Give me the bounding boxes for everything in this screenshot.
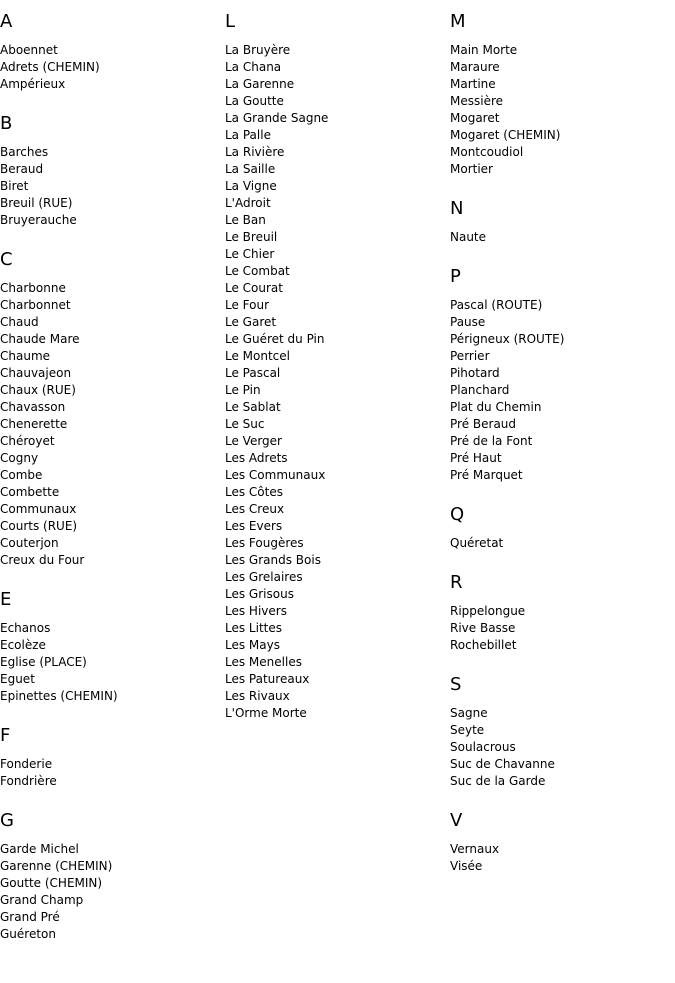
place-list: [450, 705, 670, 790]
place-name: Pré Marquet: [450, 468, 523, 482]
place-name: Le Four: [225, 298, 270, 312]
index-column-1: [0, 12, 220, 943]
place-name: Naute: [450, 230, 487, 244]
letter-group: [0, 250, 220, 569]
place-name: Les Menelles: [225, 655, 302, 669]
place-name: Charbonne: [0, 281, 66, 295]
place-name: Le Breuil: [225, 230, 278, 244]
place-name: Fonderie: [0, 757, 53, 771]
place-name: Eguet: [0, 672, 35, 686]
place-name: Montcoudiol: [450, 145, 524, 159]
letter-group: [225, 12, 445, 722]
place-name: Pré Beraud: [450, 417, 517, 431]
place-name: Barches: [0, 145, 49, 159]
place-name: Guéreton: [0, 927, 56, 941]
place-name: Visée: [450, 859, 483, 873]
place-name: Fondrière: [0, 774, 57, 788]
place-name: Chaume: [0, 349, 51, 363]
place-name: Planchard: [450, 383, 510, 397]
place-name: La Chana: [225, 60, 282, 74]
letter-group: [0, 726, 220, 790]
place-name: Le Ban: [225, 213, 266, 227]
place-name: Le Sablat: [225, 400, 281, 414]
place-name: Le Pascal: [225, 366, 281, 380]
letter-heading: N: [450, 198, 464, 219]
place-name: Seyte: [450, 723, 485, 737]
place-name: Le Combat: [225, 264, 290, 278]
letter-group: [450, 12, 670, 178]
place-name: Le Pin: [225, 383, 261, 397]
place-name: Adrets (CHEMIN): [0, 60, 100, 74]
letter-group: [450, 199, 670, 246]
place-name: Vernaux: [450, 842, 500, 856]
place-list: [0, 620, 220, 705]
place-name: Chaux (RUE): [0, 383, 76, 397]
place-list: [225, 42, 445, 722]
place-name: Bruyerauche: [0, 213, 77, 227]
place-name: Les Littes: [225, 621, 282, 635]
letter-group: [450, 811, 670, 875]
place-name: Le Chier: [225, 247, 275, 261]
place-list: [0, 144, 220, 229]
letter-group: [0, 590, 220, 705]
place-list: [450, 229, 670, 246]
place-list: [450, 42, 670, 178]
place-name: Périgneux (ROUTE): [450, 332, 565, 346]
letter-heading: B: [0, 113, 13, 134]
place-name: Breuil (RUE): [0, 196, 73, 210]
place-name: Ampérieux: [0, 77, 66, 91]
letter-heading: R: [450, 572, 463, 593]
place-name: Rive Basse: [450, 621, 516, 635]
place-name: La Saille: [225, 162, 276, 176]
place-name: Chaude Mare: [0, 332, 80, 346]
place-name: Les Grisous: [225, 587, 294, 601]
place-name: Courts (RUE): [0, 519, 78, 533]
place-list: [450, 603, 670, 654]
letter-heading: M: [450, 11, 466, 32]
place-name: La Vigne: [225, 179, 277, 193]
place-name: Sagne: [450, 706, 488, 720]
letter-group: [0, 811, 220, 943]
place-name: Pihotard: [450, 366, 500, 380]
place-list: [450, 297, 670, 484]
letter-heading: S: [450, 674, 462, 695]
place-name: Garde Michel: [0, 842, 79, 856]
place-name: Soulacrous: [450, 740, 516, 754]
place-name: Couterjon: [0, 536, 59, 550]
place-name: Mogaret (CHEMIN): [450, 128, 561, 142]
place-name: Combe: [0, 468, 43, 482]
place-list: [450, 841, 670, 875]
place-name: Les Creux: [225, 502, 285, 516]
place-name: Perrier: [450, 349, 490, 363]
place-name: Les Grands Bois: [225, 553, 321, 567]
place-name: Les Patureaux: [225, 672, 310, 686]
place-name: Rochebillet: [450, 638, 517, 652]
place-name: Biret: [0, 179, 29, 193]
letter-heading: E: [0, 589, 12, 610]
place-name: Grand Pré: [0, 910, 60, 924]
place-name: Maraure: [450, 60, 500, 74]
place-name: Communaux: [0, 502, 77, 516]
place-name: Le Verger: [225, 434, 282, 448]
place-name: Les Grelaires: [225, 570, 303, 584]
place-name: Goutte (CHEMIN): [0, 876, 103, 890]
place-name: Cogny: [0, 451, 39, 465]
place-name: L'Adroit: [225, 196, 271, 210]
place-name: Echanos: [0, 621, 51, 635]
index-column-3: [450, 12, 670, 875]
place-name: Le Guéret du Pin: [225, 332, 325, 346]
place-name: L'Orme Morte: [225, 706, 307, 720]
place-name: Les Adrets: [225, 451, 288, 465]
place-name: Eglise (PLACE): [0, 655, 87, 669]
letter-heading: A: [0, 11, 13, 32]
place-name: Les Mays: [225, 638, 280, 652]
place-name: Pré de la Font: [450, 434, 533, 448]
place-name: Beraud: [0, 162, 44, 176]
place-name: Chéroyet: [0, 434, 55, 448]
letter-heading: V: [450, 810, 463, 831]
place-name: La Goutte: [225, 94, 284, 108]
place-name: Epinettes (CHEMIN): [0, 689, 118, 703]
place-name: Suc de Chavanne: [450, 757, 555, 771]
place-name: Plat du Chemin: [450, 400, 542, 414]
place-name: La Garenne: [225, 77, 295, 91]
place-name: Chenerette: [0, 417, 68, 431]
place-name: Les Côtes: [225, 485, 283, 499]
place-name: Messière: [450, 94, 504, 108]
place-name: Le Montcel: [225, 349, 290, 363]
place-name: Le Courat: [225, 281, 283, 295]
place-name: La Palle: [225, 128, 271, 142]
place-name: Creux du Four: [0, 553, 85, 567]
place-name: Quéretat: [450, 536, 504, 550]
index-column-2: [225, 12, 445, 722]
place-list: [0, 756, 220, 790]
letter-heading: G: [0, 810, 14, 831]
place-name: Le Suc: [225, 417, 265, 431]
letter-group: [450, 505, 670, 552]
letter-group: [450, 267, 670, 484]
letter-group: [0, 12, 220, 93]
place-list: [0, 42, 220, 93]
letter-heading: F: [0, 725, 11, 746]
place-name: Rippelongue: [450, 604, 526, 618]
letter-group: [450, 573, 670, 654]
place-name: Chaud: [0, 315, 39, 329]
place-name: La Grande Sagne: [225, 111, 329, 125]
place-name: Charbonnet: [0, 298, 71, 312]
letter-heading: C: [0, 249, 13, 270]
place-name: La Bruyère: [225, 43, 291, 57]
place-name: Mortier: [450, 162, 493, 176]
place-name: Main Morte: [450, 43, 518, 57]
place-name: Aboennet: [0, 43, 58, 57]
letter-heading: P: [450, 266, 461, 287]
place-list: [450, 535, 670, 552]
place-name: Les Evers: [225, 519, 283, 533]
place-name: Les Rivaux: [225, 689, 290, 703]
letter-heading: L: [225, 11, 236, 32]
place-name: Les Fougères: [225, 536, 304, 550]
place-name: Grand Champ: [0, 893, 84, 907]
place-name: Chavasson: [0, 400, 66, 414]
place-name: Ecolèze: [0, 638, 46, 652]
place-name: Combette: [0, 485, 60, 499]
letter-heading: Q: [450, 504, 465, 525]
place-name: Garenne (CHEMIN): [0, 859, 113, 873]
letter-group: [0, 114, 220, 229]
letter-group: [450, 675, 670, 790]
place-name: Le Garet: [225, 315, 277, 329]
place-name: Martine: [450, 77, 496, 91]
place-name: Chauvajeon: [0, 366, 72, 380]
place-name: Les Hivers: [225, 604, 287, 618]
place-list: [0, 280, 220, 569]
place-name: Pause: [450, 315, 486, 329]
place-name: Mogaret: [450, 111, 500, 125]
place-name: La Rivière: [225, 145, 285, 159]
place-name: Pascal (ROUTE): [450, 298, 543, 312]
place-name: Suc de la Garde: [450, 774, 546, 788]
place-list: [0, 841, 220, 943]
place-name: Les Communaux: [225, 468, 326, 482]
place-name: Pré Haut: [450, 451, 502, 465]
